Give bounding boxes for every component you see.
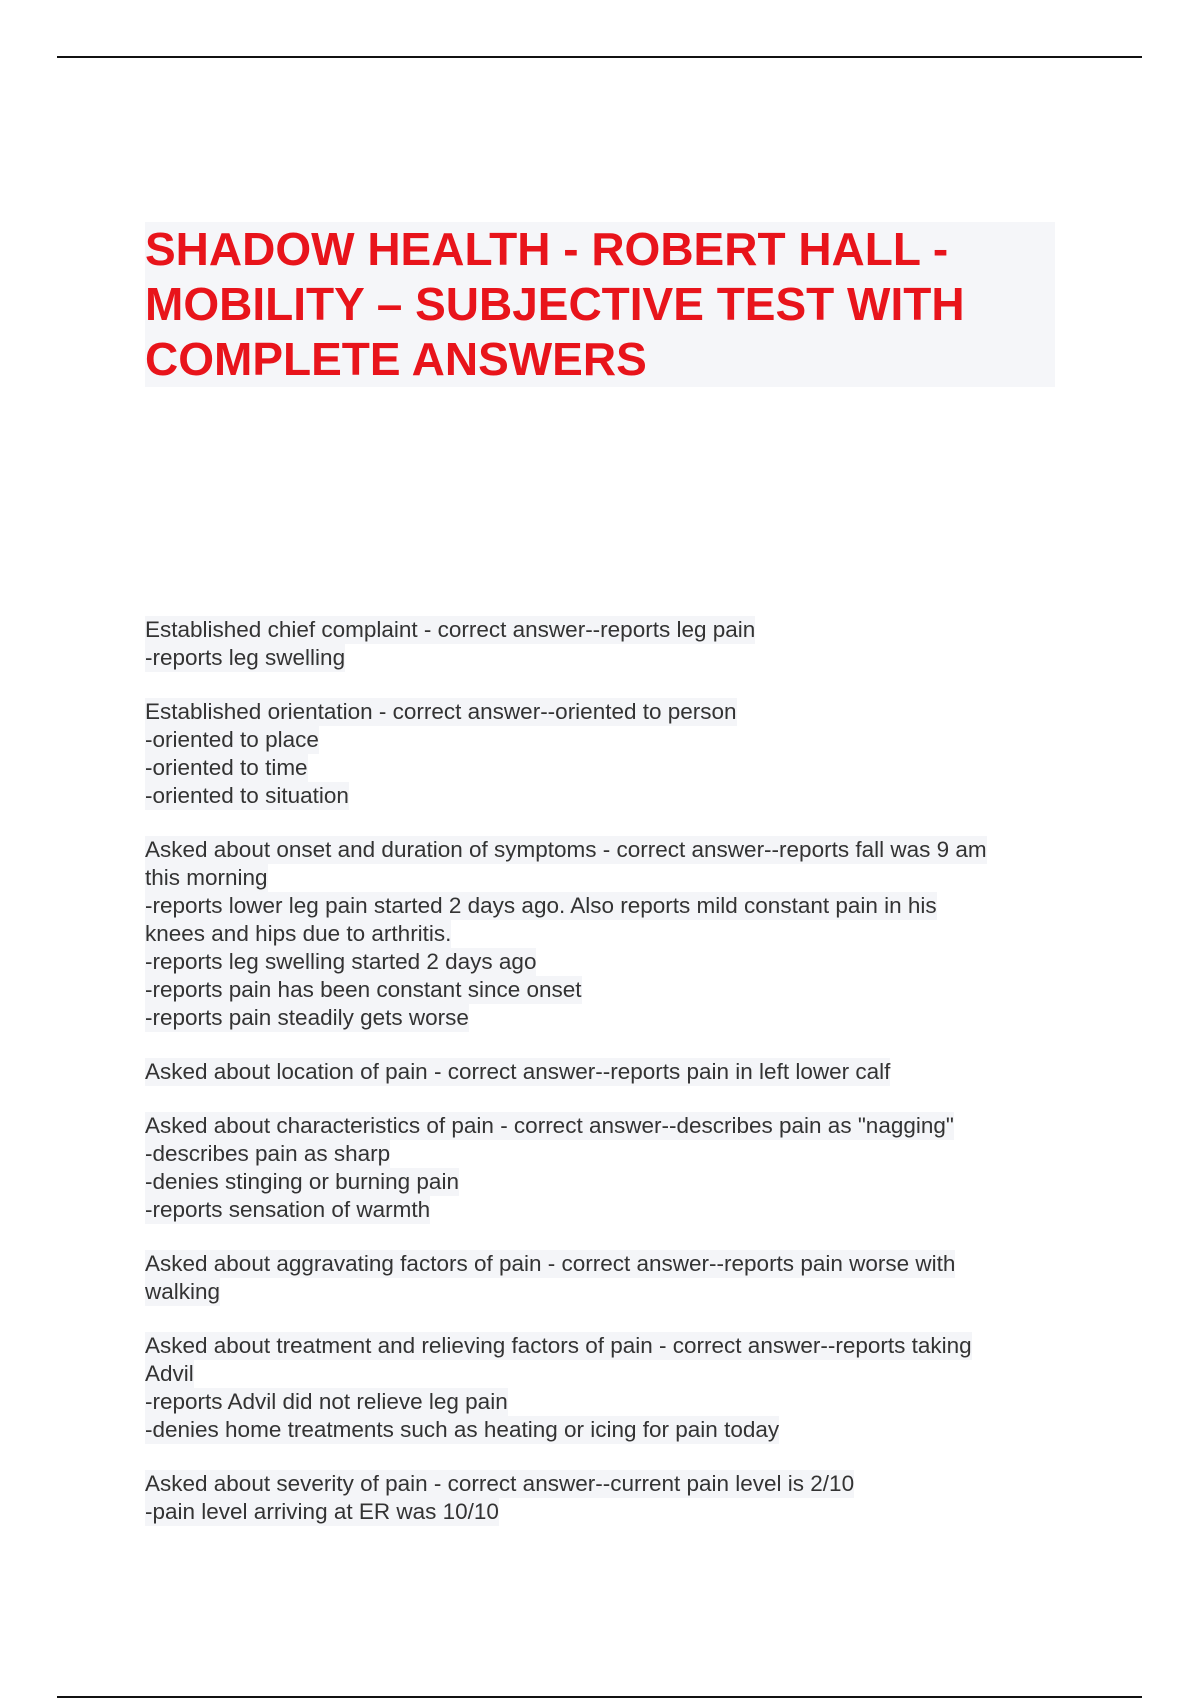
qa-item-orientation	[145, 698, 1065, 810]
document-title	[145, 222, 1055, 387]
qa-line: knees and hips due to arthritis.	[145, 921, 452, 946]
qa-line: -reports leg swelling	[145, 645, 346, 670]
qa-line: -reports sensation of warmth	[145, 1197, 431, 1222]
qa-item-aggravating-factors	[145, 1250, 1065, 1306]
title-line: MOBILITY – SUBJECTIVE TEST WITH	[145, 278, 965, 330]
qa-line: -reports lower leg pain started 2 days ago. Also reports mild constant pain in his	[145, 893, 937, 918]
qa-line: -oriented to situation	[145, 783, 349, 808]
qa-item-characteristics	[145, 1112, 1065, 1224]
qa-line: Asked about characteristics of pain - correct answer--describes pain as "nagging"	[145, 1113, 954, 1138]
qa-line: -oriented to time	[145, 755, 308, 780]
qa-line: this morning	[145, 865, 268, 890]
qa-line: Established chief complaint - correct answer--reports leg pain	[145, 617, 756, 642]
qa-line: -denies home treatments such as heating or icing for pain today	[145, 1417, 780, 1442]
qa-line: -pain level arriving at ER was 10/10	[145, 1499, 499, 1524]
qa-line: -reports leg swelling started 2 days ago	[145, 949, 537, 974]
qa-line: -denies stinging or burning pain	[145, 1169, 459, 1194]
qa-line: Asked about treatment and relieving factors of pain - correct answer--reports taking	[145, 1333, 972, 1358]
qa-line: Asked about location of pain - correct answer--reports pain in left lower calf	[145, 1059, 891, 1084]
qa-line: Asked about severity of pain - correct answer--current pain level is 2/10	[145, 1471, 855, 1496]
qa-line: -describes pain as sharp	[145, 1141, 391, 1166]
qa-line: walking	[145, 1279, 221, 1304]
footer-rule	[57, 1696, 1142, 1698]
qa-item-treatment	[145, 1332, 1065, 1444]
qa-line: -reports pain has been constant since onset	[145, 977, 582, 1002]
header-rule	[57, 56, 1142, 58]
qa-item-chief-complaint	[145, 616, 1065, 672]
qa-line: -reports pain steadily gets worse	[145, 1005, 469, 1030]
qa-line: Asked about aggravating factors of pain - correct answer--reports pain worse with	[145, 1251, 956, 1276]
title-line: COMPLETE ANSWERS	[145, 333, 647, 385]
qa-line: Advil	[145, 1361, 194, 1386]
qa-item-onset-duration	[145, 836, 1065, 1032]
qa-item-severity	[145, 1470, 1065, 1526]
qa-item-location	[145, 1058, 1065, 1086]
qa-line: Asked about onset and duration of symptoms - correct answer--reports fall was 9 am	[145, 837, 987, 862]
qa-list	[145, 616, 1065, 1552]
title-line: SHADOW HEALTH - ROBERT HALL -	[145, 223, 949, 275]
qa-line: Established orientation - correct answer--oriented to person	[145, 699, 737, 724]
qa-line: -reports Advil did not relieve leg pain	[145, 1389, 508, 1414]
qa-line: -oriented to place	[145, 727, 319, 752]
